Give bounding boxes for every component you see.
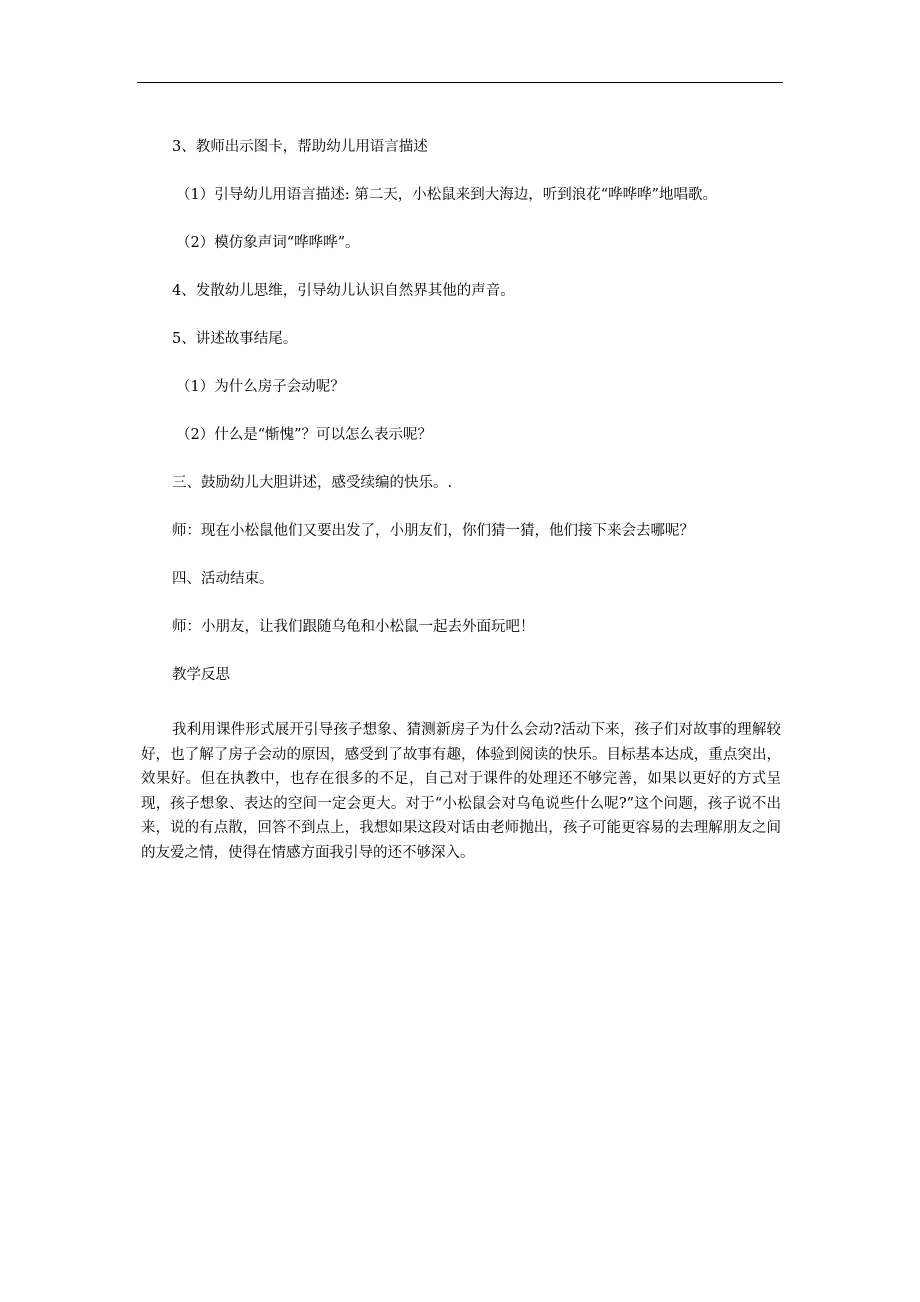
reflection-title: 教学反思 [172,667,230,683]
step-3-heading: 3、教师出示图卡，帮助幼儿用语言描述 [172,139,428,155]
step-3-item-2: （2）模仿象声词“哗哗哗”。 [176,235,360,251]
teacher-line-2: 师：小朋友，让我们跟随乌龟和小松鼠一起去外面玩吧！ [172,619,535,635]
step-5-item-2: （2）什么是“惭愧”？可以怎么表示呢？ [176,427,433,443]
reflection-paragraph: 我利用课件形式展开引导孩子想象、猜测新房子为什么会动?活动下来，孩子们对故事的理解较好，也了解了房子会动的原因，感受到了故事有趣，体验到阅读的快乐。目标基本达成，重点突出，效果好。但在执教中，也存在很多的不足，自己对于课件的处理还不够完善，如果以更好的方式呈现，孩子想象、表达的空间一定会更大。对于“小松鼠会对乌龟说些什么呢?”这个问题，孩子说不出来，说的有点散，回答不到点上，我想如果这段对话由老师抛出，孩子可能更容易的去理解朋友之间的友爱之情，使得在情感方面我引导的还不够深入。 [141,722,781,861]
step-5-heading: 5、讲述故事结尾。 [172,331,298,347]
section-4-heading: 四、活动结束。 [172,571,274,587]
step-3-item-1: （1）引导幼儿用语言描述: 第二天，小松鼠来到大海边，听到浪花“哗哗哗”地唱歌。 [176,187,718,203]
step-5-item-1: （1）为什么房子会动呢？ [176,379,345,395]
teacher-line-1: 师：现在小松鼠他们又要出发了，小朋友们，你们猜一猜，他们接下来会去哪呢？ [172,523,694,539]
step-4-heading: 4、发散幼儿思维，引导幼儿认识自然界其他的声音。 [172,283,515,299]
section-3-heading: 三、鼓励幼儿大胆讲述，感受续编的快乐。. [172,475,453,491]
header-rule [137,82,783,83]
